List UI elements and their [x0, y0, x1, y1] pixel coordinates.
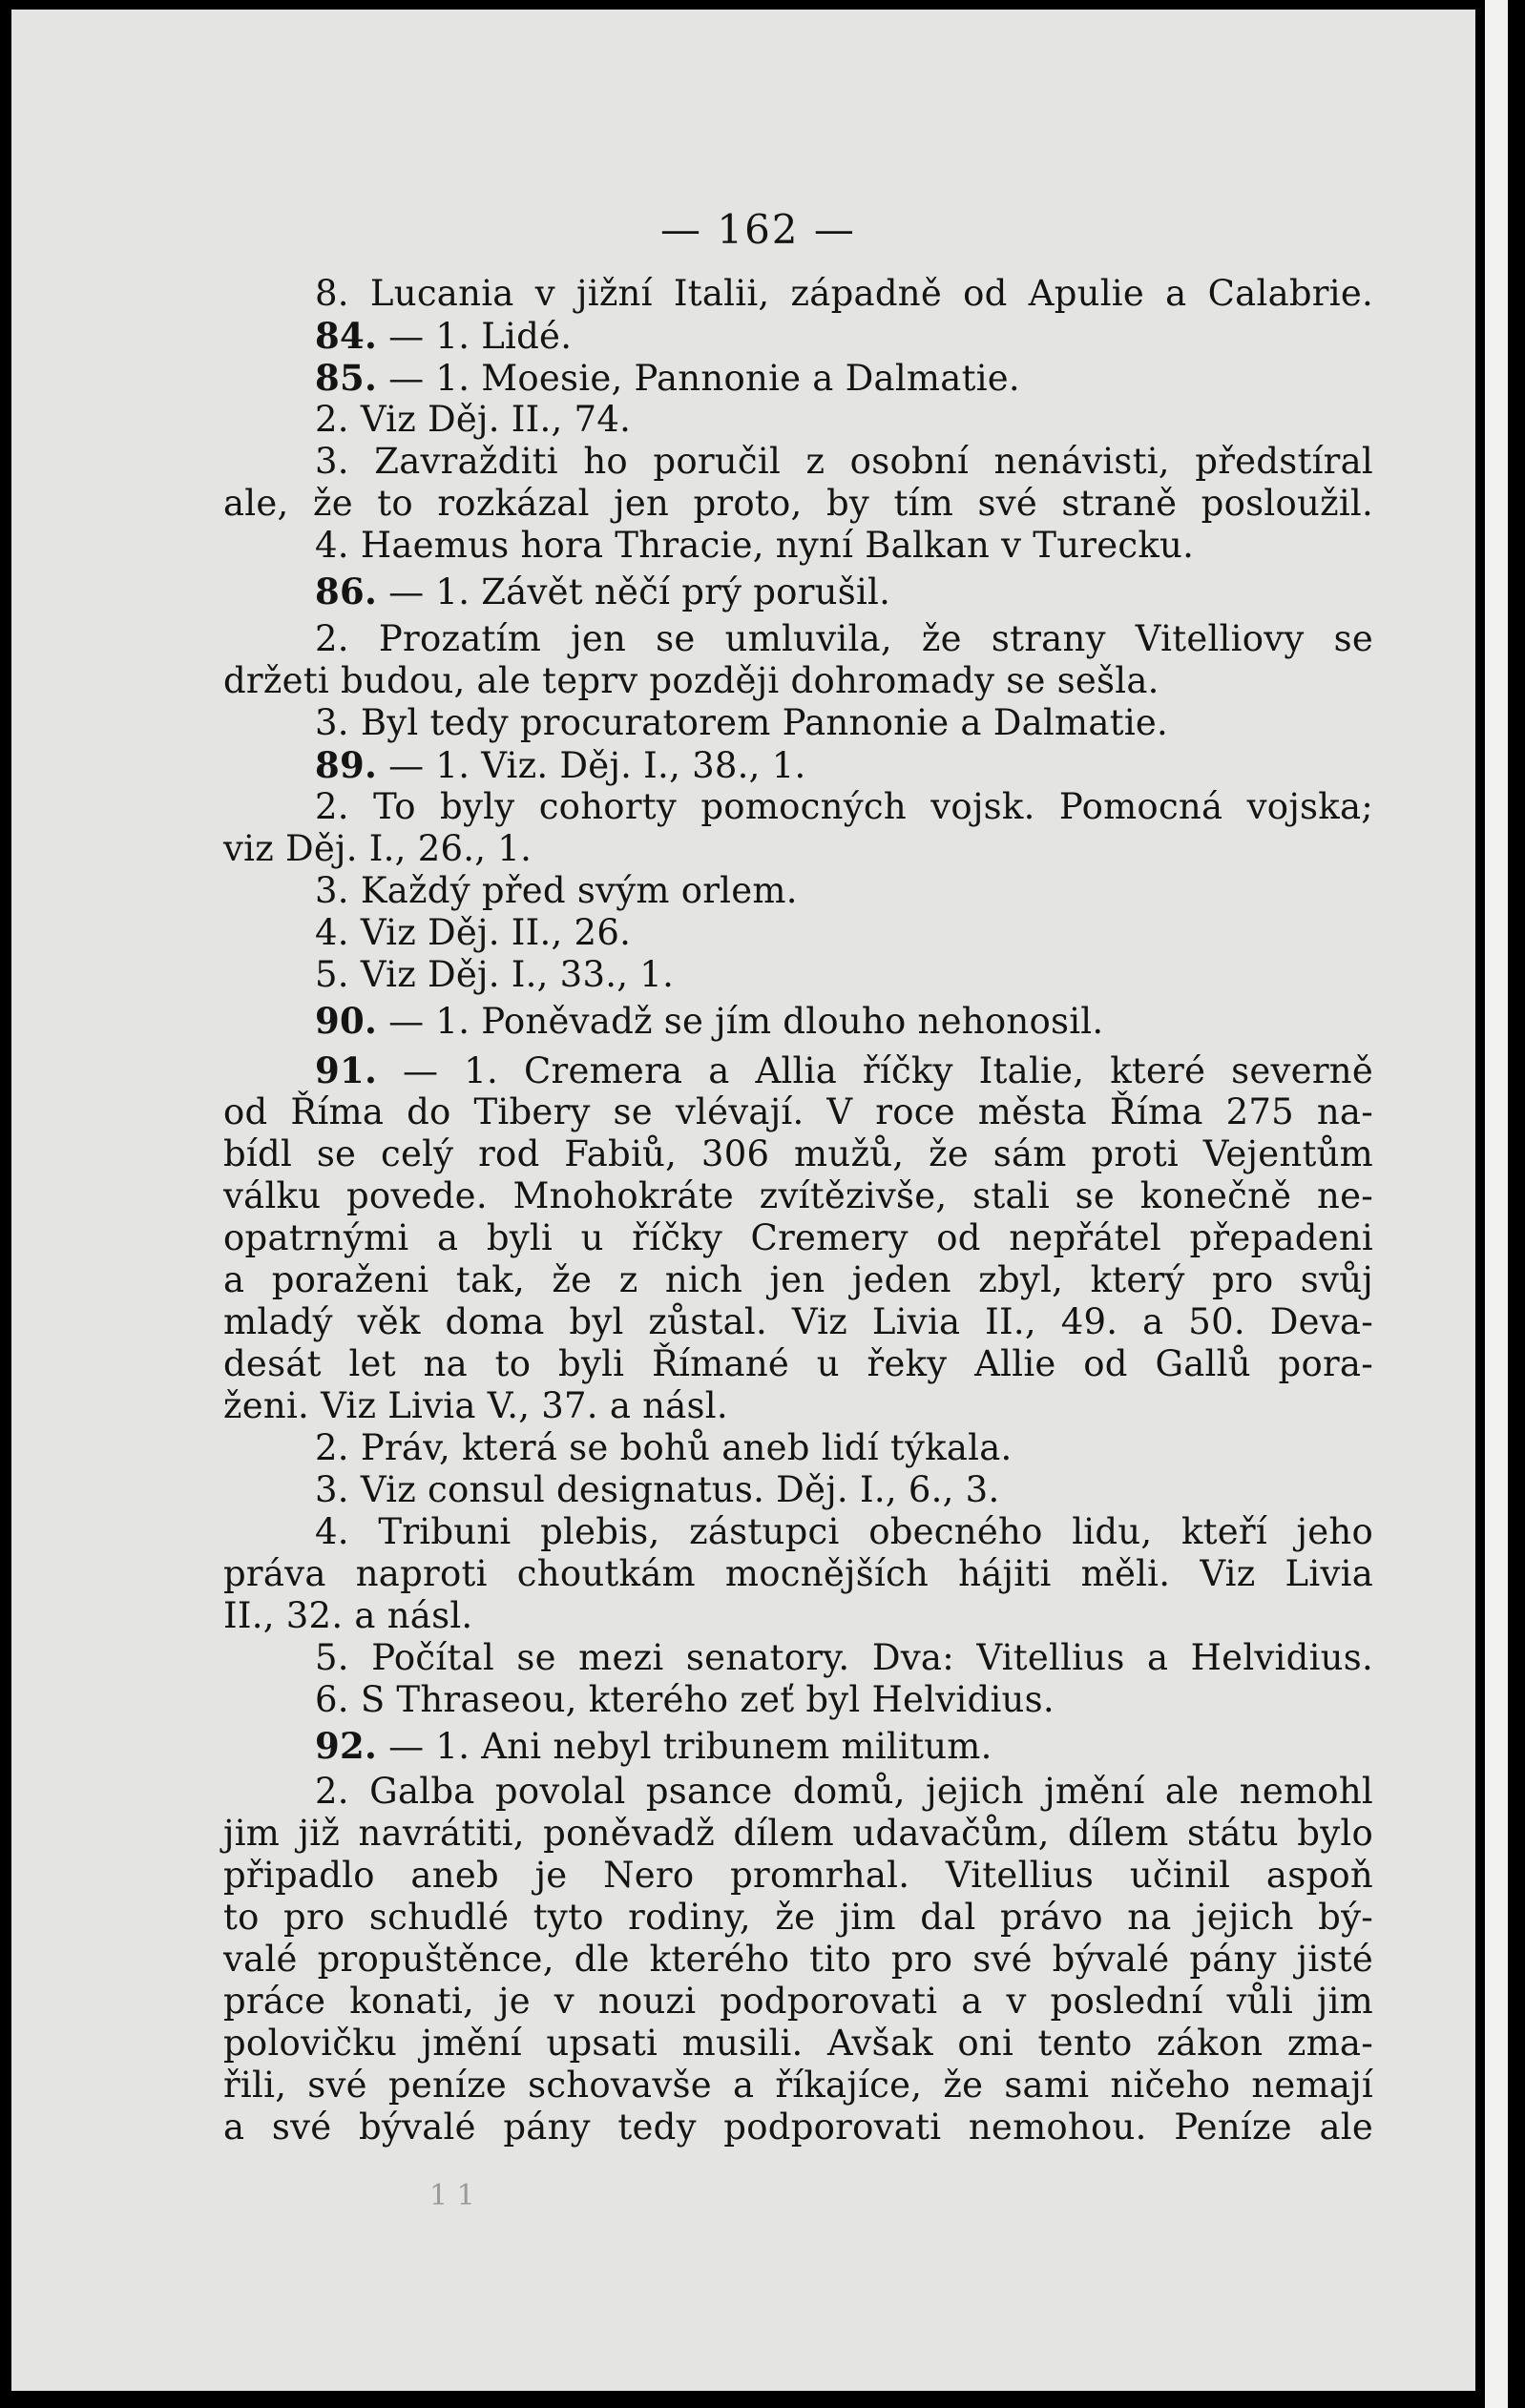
line-text: řili, své peníze schovavše a říkajíce, že sami ničeho nemají [223, 2065, 1373, 2106]
line-text: 3. Každý před svým orlem. [315, 870, 798, 911]
line-text: — 1. Poněvadž se jím dlouho nehonosil. [377, 1001, 1104, 1042]
section-number: 85. [315, 357, 378, 399]
line-text: 2. Prozatím jen se umluvila, že strany Vitelliovy se [315, 618, 1373, 659]
section-number: 84. [315, 315, 378, 357]
line-text: 3. Zavražditi ho poručil z osobní nenávisti, předstíral [315, 441, 1373, 482]
text-line [223, 1427, 1373, 1469]
text-line [223, 870, 1373, 912]
text-line [223, 744, 1373, 786]
line-text: ale, že to rozkázal jen proto, by tím své straně posloužil. [223, 483, 1373, 524]
line-text: to pro schudlé tyto rodiny, že jim dal právo na jejich bý- [223, 1897, 1373, 1938]
text-line [223, 1679, 1373, 1721]
text-line [223, 525, 1373, 567]
line-text: válku povede. Mnohokráte zvítězivše, stali se konečně ne- [223, 1175, 1373, 1216]
line-text: od Říma do Tibery se vlévají. V roce města Říma 275 na- [223, 1091, 1373, 1132]
text-line [223, 618, 1373, 660]
line-text: 2. Galba povolal psance domů, jejich jmění ale nemohl [315, 1771, 1373, 1812]
text-line [223, 1637, 1373, 1679]
section-number: 86. [315, 571, 378, 612]
text-line [223, 1175, 1373, 1217]
line-text: a poraženi tak, že z nich jen jeden zbyl, který pro svůj [223, 1259, 1373, 1300]
text-line [223, 1939, 1373, 1981]
line-text: 4. Tribuni plebis, zástupci obecného lidu, kteří jeho [315, 1511, 1373, 1552]
line-text: a své bývalé pány tedy podporovati nemohou. Peníze ale [223, 2107, 1373, 2148]
line-text: držeti budou, ale teprv později dohromady se sešla. [223, 660, 1159, 701]
text-line [223, 1897, 1373, 1939]
text-line [223, 1981, 1373, 2023]
page-number: — 162 — [660, 206, 856, 253]
line-text: — 1. Závět něčí prý porušil. [377, 571, 891, 612]
section-number: 89. [315, 744, 378, 786]
line-text: jim již navrátiti, poněvadž dílem udavačům, dílem státu bylo [223, 1813, 1373, 1854]
text-line [223, 786, 1373, 828]
text-line [223, 1771, 1373, 1813]
text-line [223, 1725, 1373, 1767]
text-line [223, 571, 1373, 612]
text-line [223, 483, 1373, 525]
text-line [223, 1595, 1373, 1637]
text-line [223, 702, 1373, 744]
text-line [223, 1343, 1373, 1385]
line-text: — 1. Ani nebyl tribunem militum. [377, 1726, 992, 1767]
line-text: práce konati, je v nouzi podporovati a v poslední vůli jim [223, 1981, 1373, 2022]
signature-mark: 1 1 [429, 2179, 475, 2212]
text-line [223, 357, 1373, 399]
line-text: II., 32. a násl. [223, 1595, 473, 1636]
line-text: 3. Byl tedy procuratorem Pannonie a Dalmatie. [315, 702, 1169, 743]
line-text: polovičku jmění upsati musili. Avšak oni tento zákon zma- [223, 2023, 1373, 2064]
text-line [223, 1855, 1373, 1897]
line-text: 3. Viz consul designatus. Děj. I., 6., 3. [315, 1469, 1000, 1510]
line-text: — 1. Moesie, Pannonie a Dalmatie. [377, 358, 1020, 399]
section-number: 92. [315, 1725, 378, 1767]
text-line [223, 273, 1373, 315]
line-text: mladý věk doma byl zůstal. Viz Livia II., 49. a 50. Deva- [223, 1301, 1373, 1342]
line-text: 2. To byly cohorty pomocných vojsk. Pomocná vojska; [315, 786, 1373, 827]
line-text: 4. Haemus hora Thracie, nyní Balkan v Turecku. [315, 525, 1195, 566]
line-text: viz Děj. I., 26., 1. [223, 828, 533, 869]
line-text: 6. S Thraseou, kterého zeť byl Helvidius. [315, 1679, 1055, 1720]
text-line [223, 1385, 1373, 1427]
text-line [223, 1091, 1373, 1133]
line-text: valé propuštěnce, dle kterého tito pro své bývalé pány jisté [223, 1939, 1373, 1980]
text-line [223, 441, 1373, 483]
line-text: — 1. Viz. Děj. I., 38., 1. [377, 745, 806, 786]
text-line [223, 912, 1373, 954]
line-text: 5. Viz Děj. I., 33., 1. [315, 954, 675, 995]
text-line [223, 1511, 1373, 1553]
text-line [223, 1469, 1373, 1511]
line-text: 2. Práv, která se bohů aneb lidí týkala. [315, 1427, 1013, 1468]
line-text: 5. Počítal se mezi senatory. Dva: Vitellius a Helvidius. [315, 1637, 1373, 1678]
text-line [223, 954, 1373, 996]
line-text: práva naproti choutkám mocnějších hájiti měli. Viz Livia [223, 1553, 1373, 1594]
line-text: — 1. Lidé. [377, 316, 573, 357]
text-line [223, 1259, 1373, 1301]
text-line [223, 1553, 1373, 1595]
section-number: 90. [315, 1000, 378, 1042]
text-line [223, 2107, 1373, 2149]
book-page [11, 10, 1475, 2391]
text-line [223, 828, 1373, 870]
text-line [223, 660, 1373, 702]
line-text: 2. Viz Děj. II., 74. [315, 399, 632, 440]
section-number: 91. [315, 1049, 378, 1091]
line-text: opatrnými a byli u říčky Cremery od nepřátel přepadeni [223, 1217, 1373, 1258]
line-text: 4. Viz Děj. II., 26. [315, 912, 632, 953]
line-text: — 1. Cremera a Allia říčky Italie, které severně [377, 1050, 1373, 1091]
page-edge-strip [1485, 0, 1508, 2408]
text-line [223, 399, 1373, 441]
line-text: připadlo aneb je Nero promrhal. Vitellius učinil aspoň [223, 1855, 1373, 1896]
text-line [223, 1049, 1373, 1091]
line-text: 8. Lucania v jižní Italii, západně od Apulie a Calabrie. [315, 273, 1373, 314]
line-text: ženi. Viz Livia V., 37. a násl. [223, 1385, 728, 1426]
text-line [223, 2065, 1373, 2107]
text-line [223, 1301, 1373, 1343]
text-line [223, 1000, 1373, 1042]
text-line [223, 1133, 1373, 1175]
line-text: desát let na to byli Římané u řeky Allie od Gallů pora- [223, 1343, 1373, 1384]
line-text: bídl se celý rod Fabiů, 306 mužů, že sám proti Vejentům [223, 1133, 1373, 1174]
text-line [223, 1813, 1373, 1855]
text-line [223, 1217, 1373, 1259]
text-line [223, 2023, 1373, 2065]
text-line [223, 315, 1373, 357]
